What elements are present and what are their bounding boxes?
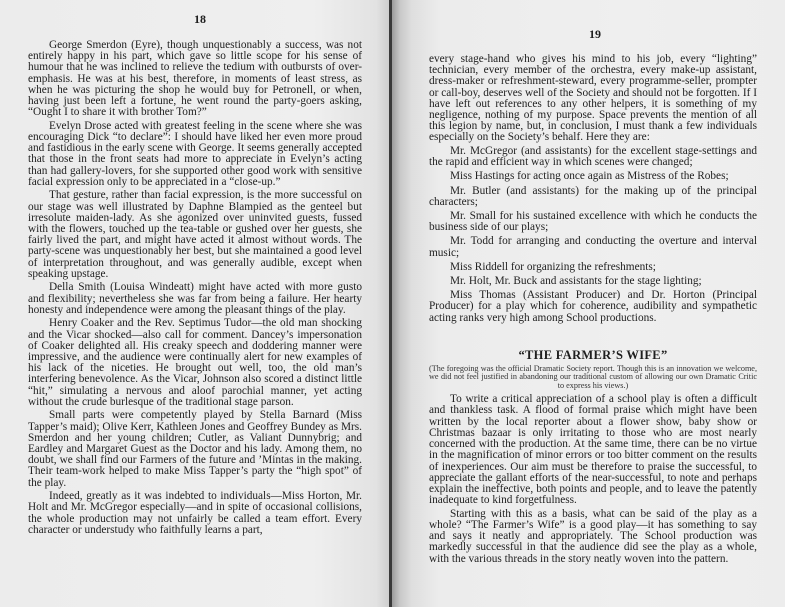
paragraph: Starting with this as a basis, what can be said of the play as a whole? “The Farmer’s Wife” is a good play—it has something to say and says it neatly and appropriately. The School production was markedly successful in that the audience did see the play as a whole, with the various threads in the story neatly woven into the pattern. [429, 507, 757, 565]
thanks-item: Miss Thomas (Assistant Producer) and Dr. Horton (Principal Producer) for a play which for coherence, audibility and sympathetic acting ranks very high among School productions. [429, 289, 757, 324]
thanks-item: Miss Riddell for organizing the refreshments; [450, 260, 656, 273]
right-page [392, 0, 785, 607]
paragraph: Indeed, greatly as it was indebted to individuals—Miss Horton, Mr. Holt and Mr. McGregor especially—and in spite of occasional collisions, the whole production may not unfairly be called a team effort. Every character or understudy who faithfully learns a part, [28, 490, 362, 536]
paragraph: George Smerdon (Eyre), though unquestionably a success, was not entirely happy in his part, which gave so little scope for his sense of humour that he was inclined to relieve the tedium with outbursts of over-emphasis. He was at his best, therefore, in moments of least stress, as when he was picturing the shop he would buy for Petronell, or when, having just been left a fortune, he went round the party-goers asking, “Ought I to share it with brother Tom?” [28, 39, 362, 119]
thanks-item: Mr. Butler (and assistants) for the making up of the principal characters; [429, 184, 757, 208]
thanks-item: Mr. Holt, Mr. Buck and assistants for the stage lighting; [450, 275, 702, 288]
paragraph: every stage-hand who gives his mind to his job, every “lighting” technician, every member of the orchestra, every make-up assistant, dress-maker or refreshment-steward, every programme-seller, prompter or call-boy, deserves well of the Society and should not be forgotten. If I have left out references to any other helpers, it is something of my negligence, nothing of my purpose. Space prevents the mention of all this legion by name, but, in conclusion, I must thank a few individuals especially on the Society’s behalf. Here they are: [429, 53, 757, 144]
right-page-body [429, 54, 757, 565]
paragraph: That gesture, rather than facial expression, is the more successful on our stage was well illustrated by Daphne Blampied as the genteel but irresolute maiden-lady. As she agonized over uninvited guests, fussed with the flowers, touched up the tea-table or gushed over her guests, she fairly lived the part, and might have acted it almost without words. The party-scene was unquestionably her best, but she maintained a good level of interpretation throughout, and was generally audible, except when speaking upstage. [28, 189, 362, 280]
paragraph: Henry Coaker and the Rev. Septimus Tudor—the old man shocking and the Vicar shocked—also call for comment. Dancey’s impersonation of Coaker delighted all. His creaky speech and doddering manner were impressive, and the audience were continually alert for new examples of his lack of the niceties. He brought out well, too, the old man’s interfering benevolence. As the Vicar, Johnson also scored a distinct little “hit,” simulating a nervous and aloof parochial manner, yet acting without the crude burlesque of the traditional stage parson. [28, 317, 362, 408]
paragraph: To write a critical appreciation of a school play is often a difficult and thankless task. A flood of formal praise which might have been written by the local reporter about a flower show, baby show or Christmas bazaar is only irritating to those who are most nearly concerned with the production. At the same time, there can be no virtue in the magnification of minor errors or too bitter comment on the results of inexperiences. Our aim must be therefore to praise the successful, to appreciate the gallant efforts of the near-successful, to note and perhaps explain the ineffective, both points and people, and to leave the patently inadequate to kind forgetfulness. [429, 393, 757, 507]
thanks-item: Miss Hastings for acting once again as Mistress of the Robes; [450, 170, 729, 183]
thanks-item: Mr. Todd for arranging and conducting the overture and interval music; [429, 235, 757, 259]
page-number: 18 [194, 12, 206, 26]
section-heading: “THE FARMER’S WIFE” [518, 347, 668, 362]
left-page-body [28, 40, 362, 536]
paragraph: Small parts were competently played by Stella Barnard (Miss Tapper’s maid); Olive Kerr, Kathleen Jones and Geoffrey Bundey as Mrs. Smerdon and her young children; Cutler, as Valiant Dunnybrig; and Eardley and Margaret Guest as the Doctor and his lady. Among them, no doubt, we shall find our Farmers of the future and ’Mintas in the making. Their team-work helped to make Miss Tapper’s party the “high spot” of the play. [28, 409, 362, 489]
editor-note: (The foregoing was the official Dramatic Society report. Though this is an innovation we welcome, we did not feel justified in abandoning our traditional custom of allowing our own Dramatic Critic to express his views.) [429, 364, 757, 390]
paragraph: Evelyn Drose acted with greatest feeling in the scene where she was encouraging Dick “to declare”: I should have liked her even more proud and fastidious in the early scene with George. It seems generally accepted that those in the front seats had more to appreciate in Evelyn’s acting than had gallery-lovers, for she supported other good work with sensitive facial expression only to be appreciated in a “close-up.” [28, 119, 362, 188]
paragraph: Della Smith (Louisa Windeatt) might have acted with more gusto and flexibility; nevertheless she was far from being a failure. Her hearty honesty and independence were among the pleasant things of the play. [28, 281, 362, 316]
page-number: 19 [589, 27, 601, 41]
left-page [0, 0, 392, 607]
thanks-item: Mr. McGregor (and assistants) for the excellent stage-settings and the rapid and efficient way in which scenes were changed; [429, 145, 757, 169]
thanks-item: Mr. Small for his sustained excellence with which he conducts the business side of our plays; [429, 210, 757, 234]
